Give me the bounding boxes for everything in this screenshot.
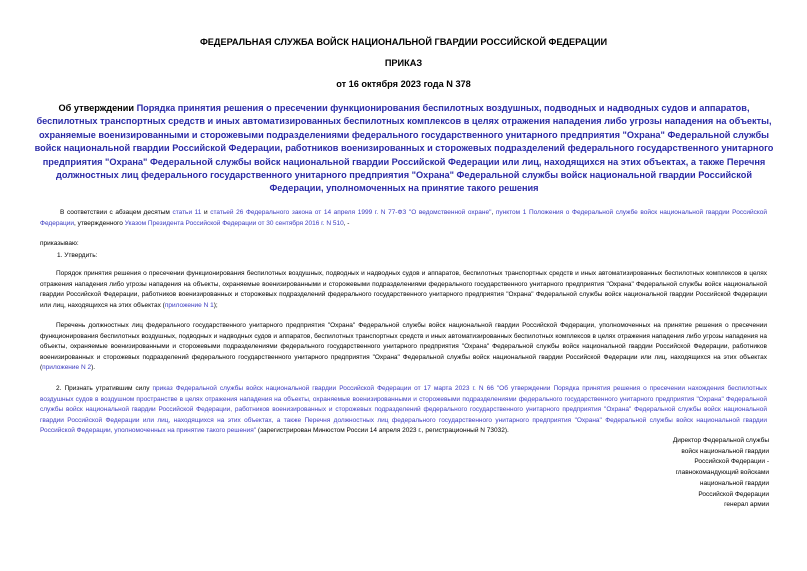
preamble-text-2: и [201,209,211,216]
signature-line: генерал армии [724,501,769,509]
document-title [34,102,774,196]
agency-heading: ФЕДЕРАЛЬНАЯ СЛУЖБА ВОЙСК НАЦИОНАЛЬНОЙ ГВАРДИИ РОССИЙСКОЙ ФЕДЕРАЦИИ [199,37,608,47]
signature-line: Директор Федеральной службы [672,437,769,444]
document-type: ПРИКАЗ [384,58,423,68]
regulation-link[interactable]: пунктом 1 Положения о Федеральной службе войск национальной гвардии Российской Федерации [40,209,768,227]
signature-line: национальной гвардии [699,479,769,487]
item-1-heading: 1. Утвердить: [57,252,98,259]
appendix-1-link[interactable]: приложение N 1 [164,301,214,309]
preamble-text-1: В соответствии с абзацем десятым [60,209,173,216]
signature-line: главнокомандующий войсками [675,469,769,477]
approve-procedure-tail: ); [213,301,218,309]
title-procedure-link[interactable]: Порядка принятия решения о пресечении функционирования беспилотных воздушных, подводных и надводных судов и аппаратов, беспилотных транспортных средств и иных автоматизированных беспилотных комплексов в целях отражения нападения либо угрозы нападения на объекты, охраняемые военизированными и сторожевыми подразделениями федерального государственного унитарного предприятия "Охрана" Федеральной службы войск национальной гвардии Российской Федерации, работников военизированных и сторожевых подразделений федерального государственного унитарного предприятия "Охрана" Федеральной службы войск национальной гвардии Российской Федерации или лиц, находящихся на этих объектах, а также Перечня должностных лиц федерального государственного унитарного предприятия "Охрана" Федеральной службы войск национальной гвардии Российской Федерации, уполномоченных на принятие такого решения [34,103,774,194]
preamble-text-4: , утвержденного [74,219,125,227]
repealed-order-link[interactable]: приказ Федеральной службы войск национальной гвардии Российской Федерации от 17 марта 2023 г. N 66 "Об утверждении Порядка принятия решения о пресечении нахождения беспилотных воздушных судов в воздушном пространстве в целях отражения нападения на объекты, охраняемые военизированными и сторожевыми подразделениями федерального государственного унитарного предприятия "Охрана" Федеральной службы войск национальной гвардии Российской Федерации, работников военизированных и сторожевых подразделений федерального государственного унитарного предприятия "Охрана" Федеральной службы войск национальной гвардии Российской Федерации или лиц, находящихся на этих объектах, а также Перечня должностных лиц федерального государственного унитарного предприятия "Охрана" Федеральной службы войск национальной гвардии Российской Федерации, уполномоченных на принятие такого решения" [40,385,767,435]
item-2-paragraph [40,384,767,437]
order-word: приказываю: [40,240,79,247]
document-date-number: от 16 октября 2023 года N 378 [336,79,471,89]
presidential-decree-link[interactable]: Указом Президента Российской Федерации от 30 сентября 2016 г. N 510 [124,219,344,227]
approve-list-tail: ). [91,364,96,372]
signature-line: войск национальной гвардии [681,447,769,455]
item-2-tail: (зарегистрирован Минюстом России 14 апреля 2023 г., регистрационный N 73032). [256,427,509,435]
signature-line: Российской Федерации - [694,458,769,466]
item-2-text: 2. Признать утратившим силу [56,385,153,392]
preamble-text-5: , - [343,219,350,227]
signature-line: Российской Федерации [698,490,769,498]
preamble-text-3: , [491,209,496,216]
approve-procedure-text: Порядок принятия решения о пресечении функционирования беспилотных воздушных, подводных и надводных судов и аппаратов, беспилотных транспортных средств и иных автоматизированных беспилотных комплексов в целях отражения нападения либо угрозы нападения на объекты, охраняемые военизированными и сторожевыми подразделениями федерального государственного унитарного предприятия "Охрана" Федеральной службы войск национальной гвардии Российской Федерации, работников военизированных и сторожевых подразделений федерального государственного унитарного предприятия "Охрана" Федеральной службы войск национальной гвардии Российской Федерации или лиц, находящихся на этих объектах ( [40,270,767,309]
article-11-link[interactable]: статьи 11 [172,209,202,216]
federal-law-link[interactable]: статьей 26 Федерального закона от 14 апреля 1999 г. N 77-ФЗ "О ведомственной охране" [210,209,492,216]
approve-procedure-paragraph [40,269,767,311]
approve-list-paragraph [40,321,767,374]
approve-list-text: Перечень должностных лиц федерального государственного унитарного предприятия "Охрана" Федеральной службы войск национальной гвардии Российской Федерации, уполномоченных на принятие решения о пресечении функционирования беспилотных воздушных, подводных и надводных судов и аппаратов, беспилотных транспортных средств и иных автоматизированных беспилотных комплексов в целях отражения нападения либо угрозы нападения на объекты, охраняемые военизированными и сторожевыми подразделениями федерального государственного унитарного предприятия "Охрана" Федеральной службы войск национальной гвардии Российской Федерации, работников военизированных и сторожевых подразделений федерального государственного унитарного предприятия "Охрана" Федеральной службы войск национальной гвардии Российской Федерации или лиц, находящихся на этих объектах ( [40,322,767,372]
appendix-2-link[interactable]: приложение N 2 [42,364,92,372]
title-prefix: Об утверждении [58,103,137,113]
preamble-paragraph [40,208,767,229]
signature-block [609,436,769,511]
